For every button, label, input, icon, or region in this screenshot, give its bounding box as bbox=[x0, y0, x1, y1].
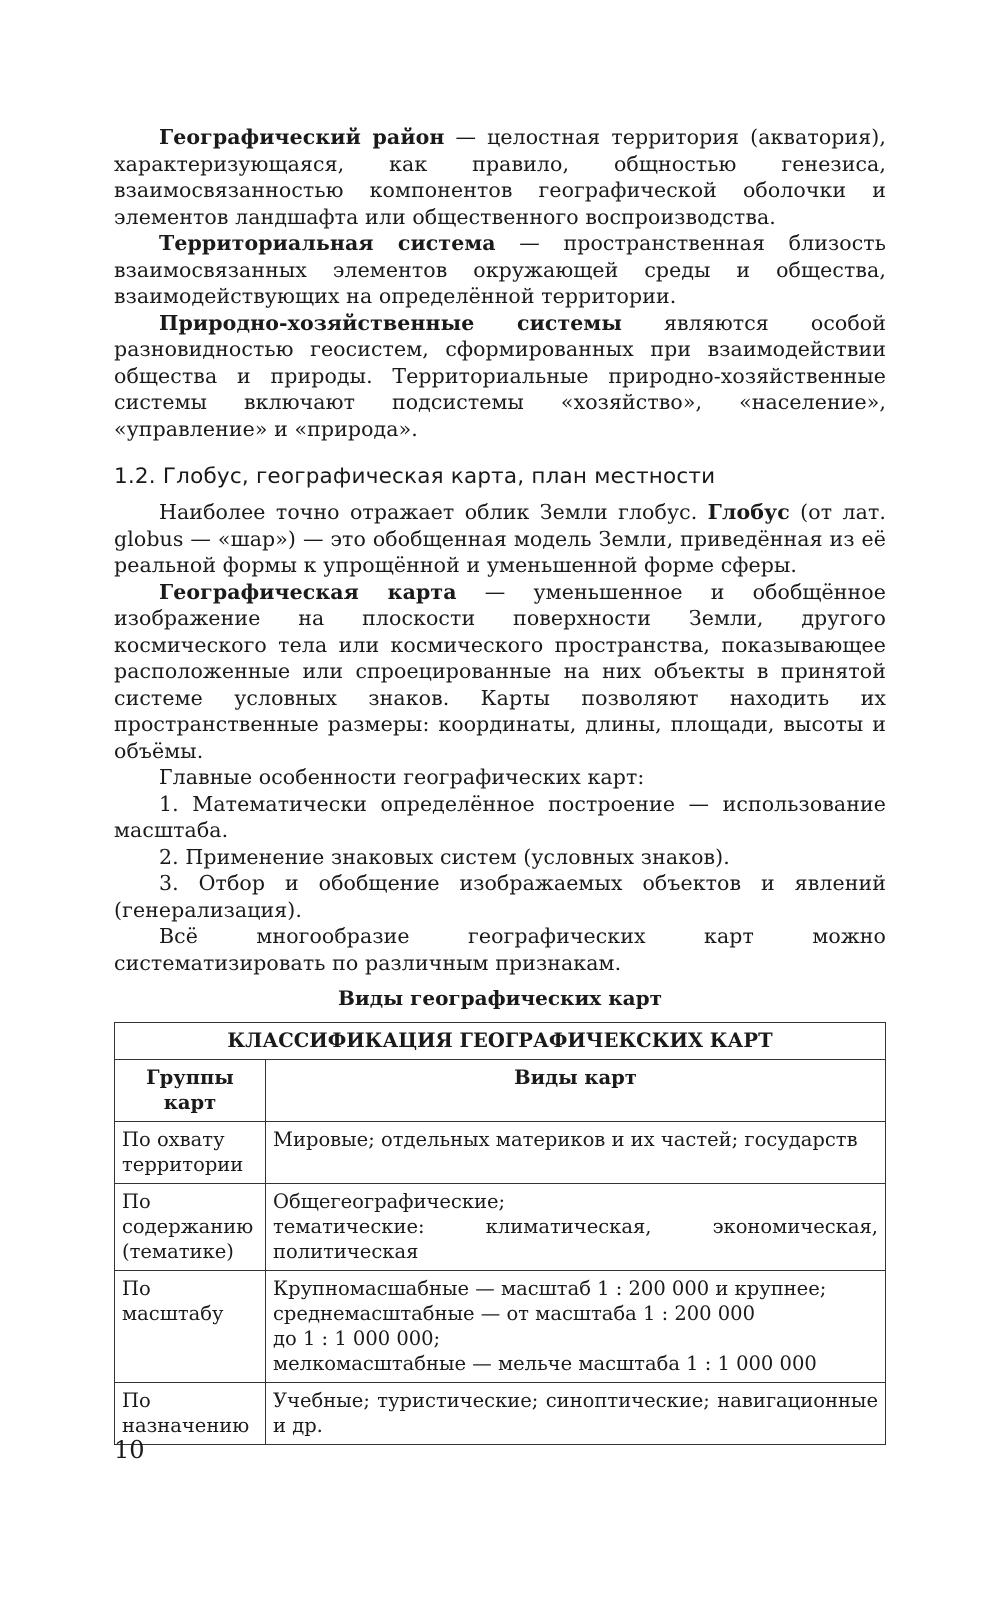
table-row bbox=[115, 1383, 886, 1445]
definition-territorial-system bbox=[114, 230, 886, 310]
group-cell: По масштабу bbox=[115, 1271, 266, 1383]
feature-item-1: 1. Математически определённое построение — использование масштаба. bbox=[114, 791, 886, 842]
table-title: КЛАССИФИКАЦИЯ ГЕОГРАФИЧЕКСКИХ КАРТ bbox=[115, 1023, 886, 1060]
lead-text: Наиболее точно отражает облик Земли глобус. bbox=[159, 500, 708, 524]
kinds-line: до 1 : 1 000 000; bbox=[273, 1327, 441, 1350]
term: Глобус bbox=[707, 500, 790, 524]
definition-text: являются особой разновидностью геосистем, сформированных при взаимодействии общества и природы. Территориальные природно-хозяйственные системы включают подсистемы «хозяйство», «население», «управление» и «природа». bbox=[114, 310, 886, 441]
term: Природно-хозяйственные системы bbox=[159, 310, 622, 335]
map-definition-paragraph bbox=[114, 579, 886, 765]
table-row bbox=[115, 1271, 886, 1383]
term: Географический район bbox=[159, 125, 445, 149]
globe-paragraph bbox=[114, 499, 886, 579]
feature-item-3: 3. Отбор и обобщение изображаемых объектов и явлений (генерализация). bbox=[114, 871, 886, 922]
kinds-line: Учебные; туристические; синоптические; навигационные и др. bbox=[273, 1389, 878, 1437]
kinds-line: среднемасштабные — от масштаба 1 : 200 000 bbox=[273, 1302, 755, 1325]
table-caption: Виды географических карт bbox=[338, 986, 662, 1010]
group-cell: По назначению bbox=[115, 1383, 266, 1445]
column-header-kinds: Виды карт bbox=[266, 1060, 886, 1122]
definition-nature-economic-systems bbox=[114, 310, 886, 443]
section-heading: 1.2. Глобус, географическая карта, план местности bbox=[114, 464, 716, 489]
definition-text: — целостная территория (акватория), характеризующаяся, как правило, общностью генезиса, взаимосвязанностью компонентов географической оболочки и элементов ландшафта или общественного воспроизводства. bbox=[114, 125, 887, 229]
definition-text: — пространственная близость взаимосвязанных элементов окружающей среды и общества, взаимодействующих на определённой территории. bbox=[114, 231, 886, 308]
kinds-cell bbox=[266, 1122, 886, 1184]
table-header-row bbox=[115, 1060, 886, 1122]
kinds-line: Крупномасшабные — масштаб 1 : 200 000 и крупнее; bbox=[273, 1277, 827, 1300]
table-row bbox=[115, 1184, 886, 1271]
definition-geographic-region bbox=[114, 124, 886, 230]
kinds-cell bbox=[266, 1184, 886, 1271]
kinds-cell bbox=[266, 1271, 886, 1383]
term: Географическая карта bbox=[159, 579, 457, 604]
systematization-paragraph: Всё многообразие географических карт можно систематизировать по различным признакам. bbox=[114, 924, 886, 975]
column-header-groups: Группы карт bbox=[115, 1060, 266, 1122]
features-intro: Главные особенности географических карт: bbox=[159, 765, 645, 789]
kinds-line: Общегеографические; bbox=[273, 1190, 506, 1213]
definition-text: (от лат. globus — «шар») — это обобщенная модель Земли, приведённая из её реальной формы к упрощённой и уменьшенной форме сферы. bbox=[114, 500, 887, 577]
page-content bbox=[114, 124, 886, 1445]
table-title-row bbox=[115, 1023, 886, 1060]
classification-table bbox=[114, 1022, 886, 1445]
group-cell: По содержанию (тематике) bbox=[115, 1184, 266, 1271]
term: Территориальная система bbox=[159, 231, 496, 255]
group-cell: По охвату территории bbox=[115, 1122, 266, 1184]
definition-text: — уменьшенное и обобщённое изображение на плоскости поверхности Земли, другого космического тела или космического пространства, показывающее расположенные или спроецированные на них объекты в принятой системе условных знаков. Карты позволяют находить их пространственные размеры: координаты, длины, площади, высоты и объёмы. bbox=[114, 579, 886, 763]
page-number: 10 bbox=[114, 1436, 145, 1464]
kinds-cell bbox=[266, 1383, 886, 1445]
kinds-line: Мировые; отдельных материков и их частей; государств bbox=[273, 1128, 858, 1151]
table-row bbox=[115, 1122, 886, 1184]
kinds-line: тематические: климатическая, экономическая, политическая bbox=[273, 1215, 878, 1263]
feature-item-2: 2. Применение знаковых систем (условных знаков). bbox=[159, 844, 730, 869]
kinds-line: мелкомасштабные — мельче масштаба 1 : 1 000 000 bbox=[273, 1352, 817, 1375]
